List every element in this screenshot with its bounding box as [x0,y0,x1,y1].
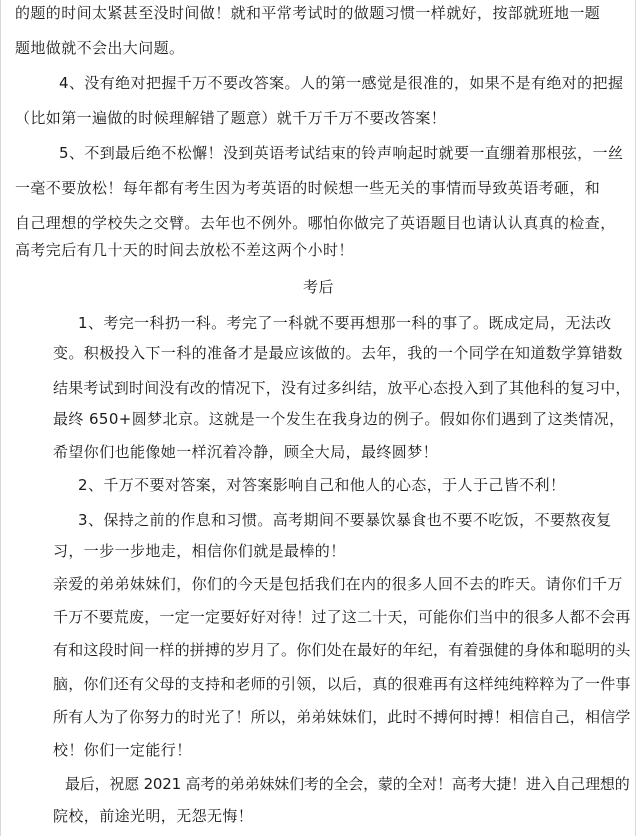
list-item-line: 5、不到最后绝不松懈！没到英语考试结束的铃声响起时就要一直绷着那根弦，一丝 [59,144,624,162]
list-item-line: 变。积极投入下一科的准备才是最应该做的。去年，我的一个同学在知道数学算错数 [53,344,623,362]
paragraph-line: 亲爱的弟弟妹妹们，你们的今天是包括我们在内的很多人回不去的昨天。请你们千万 [53,575,623,593]
paragraph-line: 校！你们一定能行！ [53,741,192,759]
list-item-line: 结果考试到时间没有改的情况下，没有过多纠结，放平心态投入到了其他科的复习中， [53,379,631,397]
list-item-line: 4、没有绝对把握千万不要改答案。人的第一感觉是很准的，如果不是有绝对的把握 [59,74,624,92]
list-item-line: 自己理想的学校失之交臂。去年也不例外。哪怕你做完了英语题目也请认认真真的检查， [15,214,616,232]
list-item-line: 高考完后有几十天的时间去放松不差这两个小时！ [15,241,354,259]
list-item-line: 希望你们也能像她一样沉着冷静，顾全大局，最终圆梦！ [53,443,439,461]
paragraph-line: 的题的时间太紧甚至没时间做！就和平常考试时的做题习惯一样就好，按部就班地一题 [15,4,601,22]
paragraph-line: 千万不要荒废，一定一定要好好对待！过了这二十天，可能你们当中的很多人都不会再 [53,608,631,626]
paragraph-line: 所有人为了你努力的时光了！所以，弟弟妹妹们，此时不搏何时搏！相信自己，相信学 [53,708,631,726]
list-item-line: 2、千万不要对答案，对答案影响自己和他人的心态，于人于己皆不利！ [78,476,566,494]
section-heading: 考后 [303,278,335,296]
list-item-line: 1、考完一科扔一科。考完了一科就不要再想那一科的事了。既成定局，无法改 [78,314,612,332]
paragraph-line: 院校，前途光明，无怨无悔！ [53,807,254,825]
paragraph-line: 题地做就不会出大问题。 [15,39,185,57]
list-item-line: 最终 650+圆梦北京。这就是一个发生在我身边的例子。假如你们遇到了这类情况， [53,410,625,428]
list-item-line: （比如第一遍做的时候理解错了题意）就千万千万不要改答案！ [15,109,447,127]
list-item-line: 一毫不要放松！每年都有考生因为考英语的时候想一些无关的事情而导致英语考砸，和 [15,179,601,197]
paragraph-line: 有和这段时间一样的拼搏的岁月了。你们处在最好的年纪，有着强健的身体和聪明的头 [53,641,631,659]
paragraph-line: 脑，你们还有父母的支持和老师的引领，以后，真的很难再有这样纯纯粹粹为了一件事 [53,675,631,693]
paragraph-line: 最后，祝愿 2021 高考的弟弟妹妹们考的全会，蒙的全对！高考大捷！进入自己理想的 [65,775,630,793]
list-item-line: 习，一步一步地走，相信你们就是最棒的！ [53,542,346,560]
list-item-line: 3、保持之前的作息和习惯。高考期间不要暴饮暴食也不要不吃饭，不要熬夜复 [78,511,612,529]
